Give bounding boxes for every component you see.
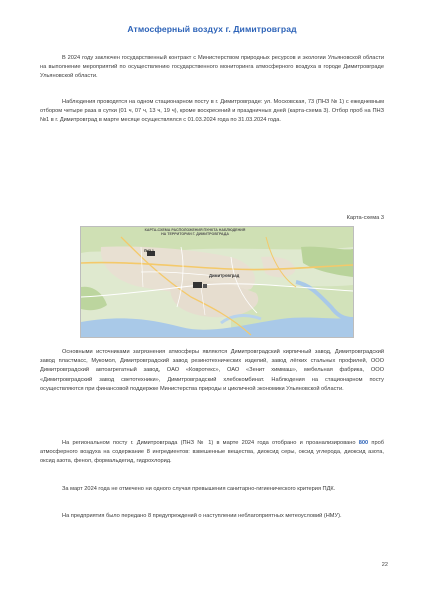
paragraph-warnings (40, 512, 384, 521)
paragraph-observations (40, 98, 384, 126)
paragraph-sources-text: Основными источниками загрязнения атмосферы являются Димитровградский кирпичный завод, Димитровградский завод пластмасс, Мукомол, Димитровградский завод резинотехнических изделий, завод лёгких стальных профилей, ООО Димитровградский автоагрегатный завод, ОАО «Ковротекс», ОАО «Зенит химмаш», мебельная фабрика, ООО «Димитровградский завод светотехники», Димитровградский хлебокомбинат. Наблюдения на стационарном посту осуществляются при финансовой поддержке Министерства природы и цикличной экономики Ульяновской области. (40, 349, 384, 392)
paragraph-warnings-text: На предприятия было передано 8 предупреждений о наступлении неблагоприятных метеоусловий (НМУ). (62, 513, 342, 519)
page-title: Атмосферный воздух г. Димитровград (127, 24, 297, 34)
paragraph-sources (40, 348, 384, 394)
paragraph-exceedance-text: За март 2024 года не отмечено ни одного случая превышения санитарно-гигиенического критерия ПДК. (62, 486, 336, 492)
paragraph-samples-text-a: На региональном посту г. Димитровграда (ПНЗ № 1) в марте 2024 года отобрано и проанализировано (62, 440, 356, 446)
map-image (81, 227, 353, 337)
map-title-line-1: КАРТА-СХЕМА РАСПОЛОЖЕНИЯ ПУНКТА НАБЛЮДЕНИЯ (144, 228, 246, 232)
paragraph-exceedance (40, 485, 384, 494)
paragraph-samples (40, 439, 384, 467)
page-number: 22 (381, 562, 388, 568)
map-scheme (80, 226, 354, 338)
station-label: ПНЗ 1 (144, 249, 154, 253)
paragraph-contract (40, 54, 384, 82)
map-caption: Карта-схема 3 (346, 215, 384, 221)
city-label: Димитровград (209, 273, 240, 278)
paragraph-contract-text: В 2024 году заключен государственный контракт с Министерством природных ресурсов и экологии Ульяновской области на выполнение мероприятий по осуществлению государственного мониторинга атмосферного воздуха в городе Димитровграде Ульяновской области. (40, 55, 384, 80)
map-title (115, 228, 275, 236)
map-title-line-2: НА ТЕРРИТОРИИ Г. ДИМИТРОВГРАДА (161, 232, 229, 237)
samples-count: 800 (358, 440, 369, 446)
paragraph-observations-text: Наблюдения проводятся на одном стационарном посту в г. Димитровграде: ул. Московская, 73 (ПНЗ № 1) с ежедневным отбором четыре раза в сутки (01 ч, 07 ч, 13 ч, 19 ч), кроме воскресений и праздничных дней (карта-схема 3). Отбор проб на ПНЗ №1 в г. Димитровград в марте месяце осуществлялся с 01.03.2024 года по 31.03.2024 года. (40, 99, 384, 124)
paragraph-samples-text-b: проб атмосферного воздуха на содержание 8 ингредиентов: взвешенные вещества, диоксид серы, оксид углерода, диоксид азота, оксид азота, фенол, формальдегид, гидрохлорид. (40, 440, 384, 465)
